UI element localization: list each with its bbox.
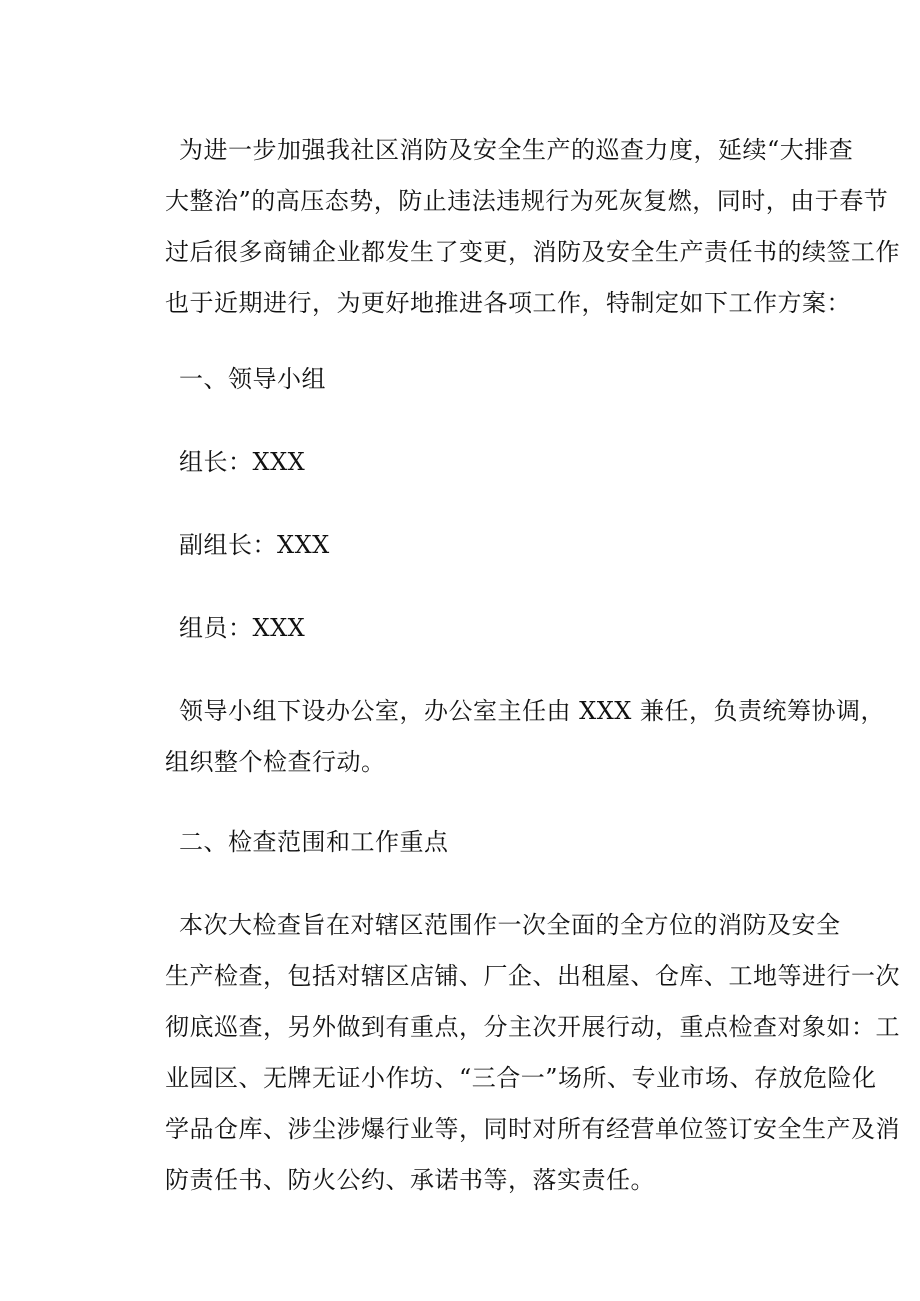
deputy-leader-text: 副组长：XXX: [179, 531, 330, 559]
paragraph-line: 组织整个检查行动。: [165, 748, 386, 776]
paragraph-line: 领导小组下设办公室，办公室主任由 XXX 兼任，负责统筹协调，: [179, 697, 886, 725]
paragraph-line: 业园区、无牌无证小作坊、“三合一”场所、专业市场、存放危险化: [165, 1064, 877, 1092]
members-line: [165, 603, 805, 654]
office-paragraph: [165, 686, 886, 788]
paragraph-line: 为进一步加强我社区消防及安全生产的巡查力度，延续“大排查: [179, 136, 854, 164]
group-leader-line: [165, 437, 805, 488]
group-leader-text: 组长：XXX: [179, 448, 306, 476]
paragraph-line: 生产检查，包括对辖区店铺、厂企、出租屋、仓库、工地等进行一次: [165, 962, 900, 990]
paragraph-line: 学品仓库、涉尘涉爆行业等，同时对所有经营单位签订安全生产及消: [165, 1115, 900, 1143]
paragraph-line: 本次大检查旨在对辖区范围作一次全面的全方位的消防及安全: [179, 911, 841, 939]
paragraph-line: 也于近期进行，为更好地推进各项工作，特制定如下工作方案：: [165, 289, 851, 317]
paragraph-line: 彻底巡查，另外做到有重点，分主次开展行动，重点检查对象如：工: [165, 1013, 900, 1041]
members-text: 组员：XXX: [179, 614, 306, 642]
paragraph-line: 过后很多商铺企业都发生了变更，消防及安全生产责任书的续签工作: [165, 238, 900, 266]
scope-paragraph: [165, 900, 900, 1206]
deputy-leader-line: [165, 520, 805, 571]
section-heading-leadership: [165, 354, 805, 405]
paragraph-line: 防责任书、防火公约、承诺书等，落实责任。: [165, 1166, 655, 1194]
paragraph-line: 大整治”的高压态势，防止违法违规行为死灰复燃，同时，由于春节: [165, 187, 889, 215]
section-heading: 一、领导小组: [179, 365, 326, 393]
intro-paragraph: [165, 125, 900, 329]
section-heading: 二、检查范围和工作重点: [179, 828, 449, 856]
section-heading-scope: [165, 817, 805, 868]
